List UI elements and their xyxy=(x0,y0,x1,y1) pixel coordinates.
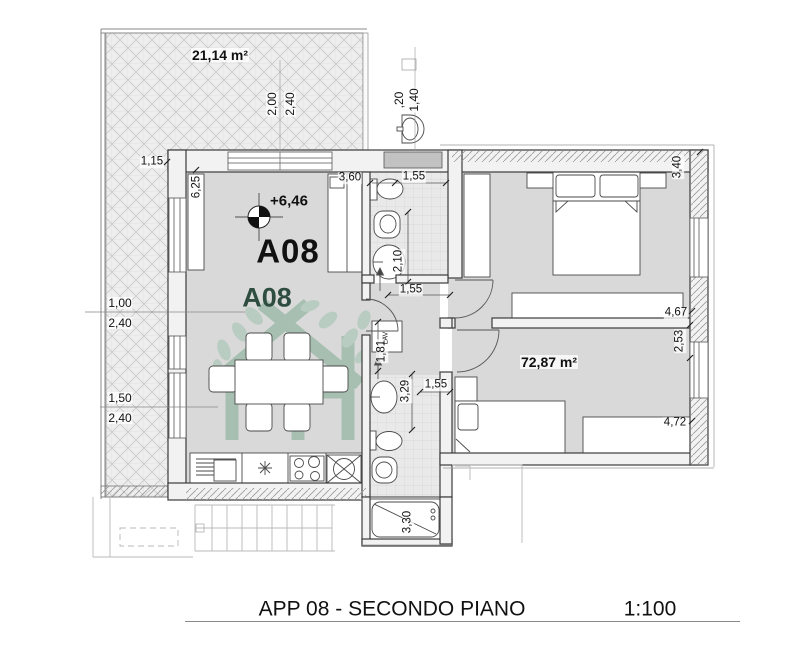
chair xyxy=(246,403,272,431)
dim-bath2-length: 3,29 xyxy=(399,379,412,403)
plan-scale: 1:100 xyxy=(623,597,677,621)
wall-bottom-right xyxy=(440,453,697,465)
plan-title: APP 08 - SECONDO PIANO xyxy=(258,597,526,621)
dim-bedroom1-width: 4,67 xyxy=(664,306,688,319)
terrace-end-band xyxy=(101,486,170,497)
dim-living-depth: 6,25 xyxy=(190,175,203,199)
unit-code-watermark: A08 xyxy=(242,282,292,313)
wardrobe xyxy=(464,174,490,277)
nightstand xyxy=(639,173,666,188)
chair xyxy=(320,366,348,392)
dim-bath1-width: 1,55 xyxy=(402,170,426,183)
dim-bath1-door: 1,55 xyxy=(399,283,423,296)
chair xyxy=(284,333,310,361)
window xyxy=(384,152,442,168)
chair xyxy=(209,366,237,392)
chair xyxy=(246,333,272,361)
dim-sink-offset: ,20 xyxy=(392,91,406,109)
toilet-symbol xyxy=(370,431,376,450)
chair xyxy=(284,403,310,431)
dim-terrace-ceil-h: 2,40 xyxy=(283,92,297,116)
dining-table xyxy=(235,360,323,404)
living-cabinet xyxy=(328,171,362,272)
dim-terrace-left-ceil: 2,40 xyxy=(108,316,132,330)
pillow xyxy=(458,404,478,430)
dim-terrace-left-sill: 1,00 xyxy=(108,296,132,310)
shelf xyxy=(455,377,477,401)
pillow xyxy=(600,175,638,197)
bedroom1-desk xyxy=(512,293,683,318)
dim-bath1-length: 2,10 xyxy=(392,249,405,273)
dim-terrace-door-h: 2,00 xyxy=(265,92,279,116)
title-divider xyxy=(185,621,740,622)
unit-area-label: 72,87 m² xyxy=(520,354,578,370)
dim-terrace-left2-ceil: 2,40 xyxy=(108,411,132,425)
terrace-area-label: 21,14 m² xyxy=(191,47,249,63)
pillow xyxy=(556,175,595,197)
dashed-outline xyxy=(120,528,178,546)
dim-bedroom1-depth: 3,40 xyxy=(671,155,684,179)
nightstand xyxy=(527,173,554,188)
dim-bedroom2-depth: 2,53 xyxy=(673,329,686,353)
dim-tub-length: 3,30 xyxy=(401,510,414,534)
kitchen-star-symbol xyxy=(258,461,272,475)
wall-bedroom-divider xyxy=(492,318,690,328)
dim-hall-niche: 1,81 xyxy=(375,339,388,363)
dim-sink-height: 1,40 xyxy=(407,88,421,112)
dim-bedroom2-width: 4,72 xyxy=(663,416,687,429)
dim-hall-width: 1,55 xyxy=(424,378,448,391)
dim-living-cabinet: 3,60 xyxy=(338,171,362,184)
elevation-label: +6,46 xyxy=(270,192,308,210)
washer-label: LAV xyxy=(382,331,390,345)
dim-terrace-left2-sill: 1,50 xyxy=(108,391,132,405)
dim-terrace-edge: 1,15 xyxy=(140,155,164,168)
unit-code-label: A08 xyxy=(256,232,320,270)
